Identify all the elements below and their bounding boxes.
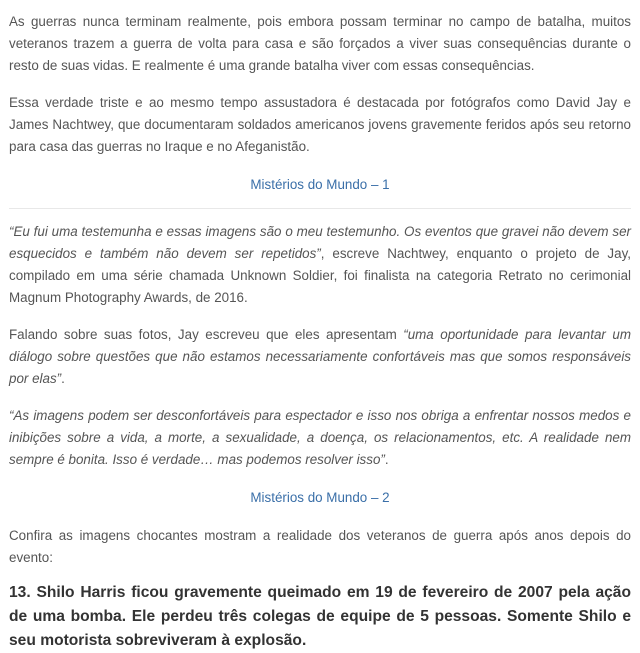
related-link-misterios-2[interactable]: Mistérios do Mundo – 2 [250,490,390,505]
section-divider [9,208,631,209]
paragraph-photographers: Essa verdade triste e ao mesmo tempo assustadora é destacada por fotógrafos como David Jay e James Nachtwey, que documentaram soldados americanos jovens gravemente feridos após seu retorno para casa das guerras no Iraque e no Afeganistão. [9,95,631,154]
nachtwey-quote: “Eu fui uma testemunha e essas imagens são o meu testemunho. Os eventos que gravei não devem ser esquecidos e também não devem ser repetidos” [9,224,631,261]
paragraph-jay-statement [9,324,631,390]
paragraph-gallery-intro: Confira as imagens chocantes mostram a realidade dos veteranos de guerra após anos depois do evento: [9,528,631,565]
jay-quote: “uma oportunidade para levantar um diálogo sobre questões que não estamos necessariamente confortáveis mas que somos responsáveis por elas” [9,327,631,386]
item-heading-13: 13. Shilo Harris ficou gravemente queimado em 19 de fevereiro de 2007 pela ação de uma bomba. Ele perdeu três colegas de equipe de 5 pessoas. Somente Shilo e seu motorista sobreviveram à explosão. [9,584,631,649]
jay-quote-2: “As imagens podem ser desconfortáveis para espectador e isso nos obriga a enfrentar nossos medos e inibições sobre a vida, a morte, a sexualidade, a doença, os relacionamentos, etc. A realidade nem sempre é bonita. Isso é verdade… mas podemos resolver isso” [9,408,631,467]
jay-statement-lead: Falando sobre suas fotos, Jay escreveu que eles apresentam [9,327,404,342]
paragraph-jay-quote-2 [9,405,631,471]
jay-quote-2-end: . [384,452,389,467]
paragraph-intro: As guerras nunca terminam realmente, pois embora possam terminar no campo de batalha, muitos veteranos trazem a guerra de volta para casa e são forçados a viver suas consequências durante o resto de suas vidas. E realmente é uma grande batalha viver com essas consequências. [9,14,631,73]
related-link-misterios-1[interactable]: Mistérios do Mundo – 1 [250,177,390,192]
nachtwey-quote-context: , escreve Nachtwey, enquanto o projeto de Jay, compilado em uma série chamada Unknown Soldier, foi finalista na categoria Retrato no cerimonial Magnum Photography Awards, de 2016. [9,246,631,305]
paragraph-nachtwey-quote [9,221,631,309]
jay-statement-end: . [61,371,65,386]
